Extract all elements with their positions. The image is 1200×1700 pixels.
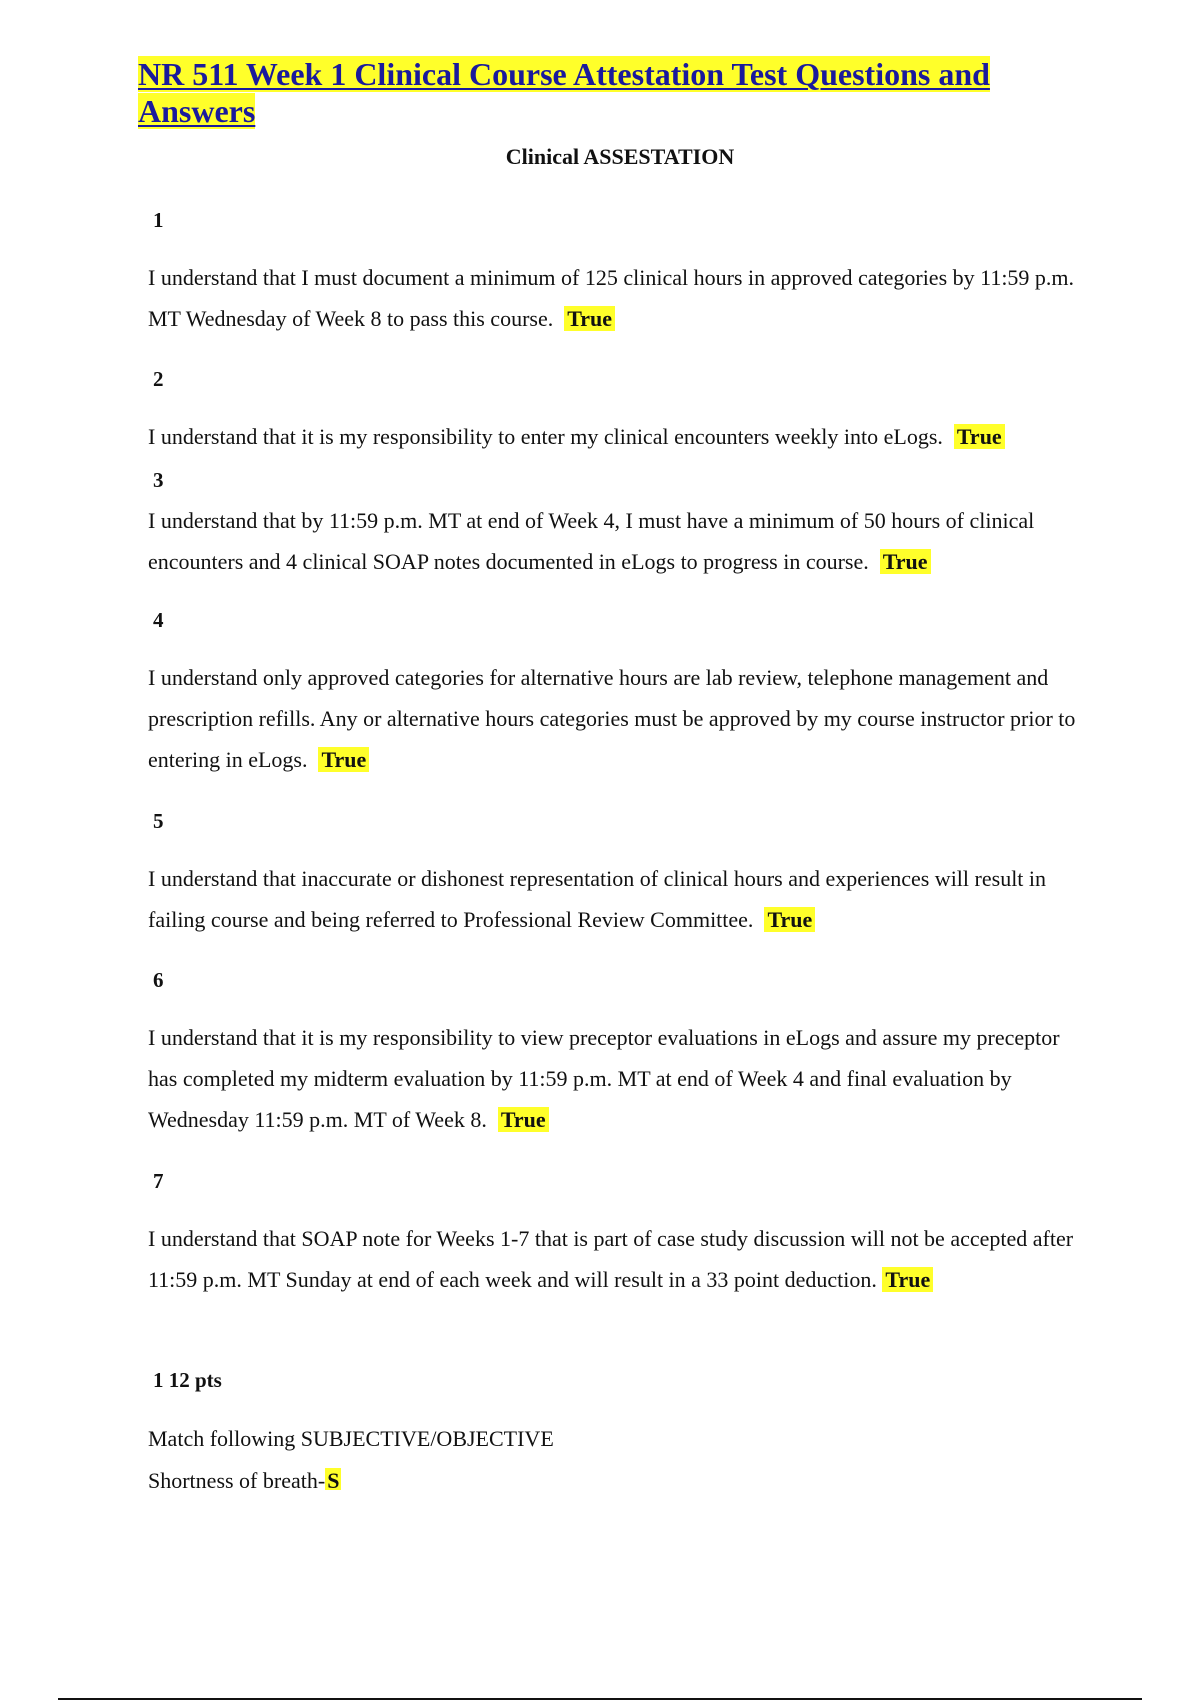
question-statement-6: I understand that it is my responsibility to view preceptor evaluations in eLogs and assure my preceptor has completed my midterm evaluation by 11:59 p.m. MT at end of Week 4 and final evaluation by Wednesday 11:59 p.m. MT of Week 8. bbox=[148, 1025, 1060, 1132]
match-item-text: Shortness of breath- bbox=[148, 1468, 326, 1490]
question-text-5 bbox=[148, 858, 1083, 940]
question-answer-3: True bbox=[880, 549, 931, 574]
question-text-2 bbox=[148, 416, 1083, 457]
question-statement-7: I understand that SOAP note for Weeks 1-7 that is part of case study discussion will not be accepted after 11:59 p.m. MT Sunday at end of each week and will result in a 33 point deduction. bbox=[148, 1226, 1074, 1292]
match-instruction: Match following SUBJECTIVE/OBJECTIVE bbox=[148, 1426, 554, 1451]
question-text-7 bbox=[148, 1218, 1083, 1300]
question-text-1 bbox=[148, 257, 1083, 339]
question-number-7: 7 bbox=[153, 1169, 164, 1193]
question-answer-5: True bbox=[764, 907, 815, 932]
question-number-1: 1 bbox=[153, 208, 164, 232]
question-number-2: 2 bbox=[153, 367, 164, 391]
question-number-4: 4 bbox=[153, 608, 164, 632]
document-title-text: NR 511 Week 1 Clinical Course Attestation Test Questions and Answers bbox=[138, 56, 990, 129]
question-statement-3: I understand that by 11:59 p.m. MT at end of Week 4, I must have a minimum of 50 hours of clinical encounters and 4 clinical SOAP notes documented in eLogs to progress in course. bbox=[148, 508, 1035, 574]
section-points-label: 1 12 pts bbox=[153, 1368, 222, 1392]
match-item-answer: S bbox=[325, 1468, 341, 1490]
question-statement-1: I understand that I must document a minimum of 125 clinical hours in approved categories by 11:59 p.m. MT Wednesday of Week 8 to pass this course. bbox=[148, 265, 1075, 331]
question-text-4 bbox=[148, 657, 1083, 780]
question-statement-5: I understand that inaccurate or dishonest representation of clinical hours and experiences will result in failing course and being referred to Professional Review Committee. bbox=[148, 866, 1047, 932]
question-text-3 bbox=[148, 500, 1083, 582]
question-answer-7: True bbox=[882, 1267, 933, 1292]
question-answer-4: True bbox=[318, 747, 369, 772]
question-number-3: 3 bbox=[153, 468, 164, 492]
question-number-5: 5 bbox=[153, 809, 164, 833]
match-item bbox=[148, 1468, 341, 1490]
question-answer-1: True bbox=[564, 306, 615, 331]
question-answer-6: True bbox=[498, 1107, 549, 1132]
question-answer-2: True bbox=[954, 424, 1005, 449]
question-statement-4: I understand only approved categories for alternative hours are lab review, telephone management and prescription refills. Any or alternative hours categories must be approved by my course instructor prior to entering in eLogs. bbox=[148, 665, 1076, 772]
document-subtitle: Clinical ASSESTATION bbox=[505, 144, 735, 169]
document-title bbox=[138, 56, 1038, 130]
question-statement-2: I understand that it is my responsibility to enter my clinical encounters weekly into eLogs. bbox=[148, 424, 943, 449]
question-number-6: 6 bbox=[153, 968, 164, 992]
question-text-6 bbox=[148, 1017, 1083, 1140]
